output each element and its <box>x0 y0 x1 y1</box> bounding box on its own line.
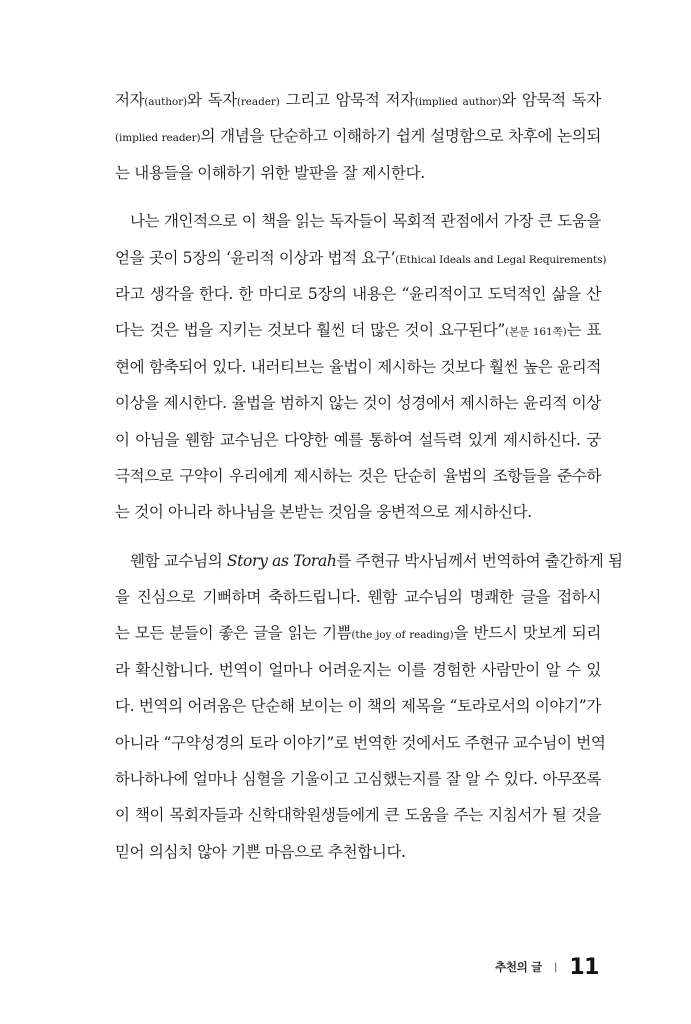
text-run: 와 독자 <box>187 91 237 109</box>
text-line <box>115 422 601 458</box>
text-run: 와 암묵적 독자 <box>501 91 601 109</box>
text-run: 아니라 “구약성경의 토라 이야기”로 번역한 것에서도 주현규 교수님이 번역 <box>115 733 606 752</box>
text-line <box>115 834 601 870</box>
text-run: 다. 번역의 어려움은 단순해 보이는 이 책의 제목을 “토라로서의 이야기”가 <box>115 697 601 716</box>
text-run: 는 것이 아니라 하나님을 본받는 것임을 웅변적으로 제시하신다. <box>115 503 532 522</box>
text-run: 다는 것은 법을 지키는 것보다 훨씬 더 많은 것이 요구된다” <box>115 321 505 340</box>
text-run: 는 내용들을 이해하기 위한 발판을 잘 제시한다. <box>115 163 425 182</box>
text-line <box>115 458 601 494</box>
text-run: 이 책이 목회자들과 신학대학원생들에게 큰 도움을 주는 지침서가 될 것을 <box>115 806 601 825</box>
text-run: 현에 함축되어 있다. 내러티브는 율법이 제시하는 것보다 훨씬 높은 윤리적 <box>115 357 601 376</box>
text-line <box>115 761 601 797</box>
text-run: 믿어 의심치 않아 기쁜 마음으로 추천합니다. <box>115 842 406 861</box>
inline-gloss: (본문 161쪽) <box>504 326 567 339</box>
paragraph-2 <box>115 203 607 531</box>
text-run: 라고 생각을 한다. 한 마디로 5장의 내용은 “윤리적이고 도덕적인 삶을 산 <box>115 284 601 303</box>
inline-gloss: (reader) <box>236 96 280 108</box>
page-footer <box>495 955 599 979</box>
text-run: 그리고 암묵적 저자 <box>279 91 415 109</box>
paragraph-1 <box>115 82 601 191</box>
text-line <box>115 494 601 530</box>
text-line <box>115 652 601 688</box>
text-run: 하나하나에 얼마나 심혈을 기울이고 고심했는지를 잘 알 수 있다. 아무쪼록 <box>115 770 601 789</box>
running-footer-label: 추천의 글 <box>495 960 542 974</box>
inline-gloss: (author) <box>144 96 187 108</box>
text-run: 웬함 교수님의 <box>130 551 227 570</box>
text-run: 저자 <box>115 91 145 109</box>
inline-gloss: (implied reader) <box>115 132 201 145</box>
page-number: 11 <box>569 954 599 980</box>
text-line <box>115 543 623 579</box>
text-line <box>115 82 601 118</box>
text-line <box>115 155 601 191</box>
text-line <box>115 349 601 385</box>
page-body <box>115 82 623 870</box>
book-title: Story as Torah <box>226 551 337 570</box>
inline-gloss: (Ethical Ideals and Legal Requirements) <box>395 253 607 266</box>
text-run: 을 진심으로 기뻐하며 축하드립니다. 웬함 교수님의 명쾌한 글을 접하시 <box>115 588 601 607</box>
text-run: 의 개념을 단순하고 이해하기 쉽게 설명함으로 차후에 논의되 <box>200 127 601 146</box>
paragraph-3 <box>115 543 623 871</box>
text-line <box>115 118 601 154</box>
text-run: 극적으로 구약이 우리에게 제시하는 것은 단순히 율법의 조항들을 준수하 <box>115 466 601 485</box>
text-line <box>115 615 601 651</box>
text-run: 를 주현규 박사님께서 번역하여 출간하게 됨 <box>336 551 623 570</box>
inline-gloss: (the joy of reading) <box>351 629 454 642</box>
inline-gloss: (implied author) <box>414 96 502 108</box>
footer-separator: | <box>554 961 558 973</box>
text-line <box>115 797 601 833</box>
text-line <box>115 240 607 276</box>
text-run: 이상을 제시한다. 율법을 범하지 않는 것이 성경에서 제시하는 윤리적 이상 <box>115 394 601 413</box>
text-line <box>115 579 601 615</box>
text-line <box>115 725 606 761</box>
text-run: 나는 개인적으로 이 책을 읽는 독자들이 목회적 관점에서 가장 큰 도움을 <box>130 212 601 231</box>
text-run: 는 모든 분들이 좋은 글을 읽는 기쁨 <box>115 624 352 643</box>
text-line <box>115 385 601 421</box>
text-run: 얻을 곳이 5장의 ‘윤리적 이상과 법적 요구’ <box>115 248 396 267</box>
text-run: 이 아님을 웬함 교수님은 다양한 예를 통하여 설득력 있게 제시하신다. 궁 <box>115 430 601 449</box>
text-run: 는 표 <box>566 321 601 340</box>
text-line <box>115 688 601 724</box>
text-line <box>115 203 601 239</box>
text-run: 을 반드시 맛보게 되리 <box>453 624 601 643</box>
text-line <box>115 312 601 348</box>
text-run: 라 확신합니다. 번역이 얼마나 어려운지는 이를 경험한 사람만이 알 수 있 <box>115 660 601 679</box>
text-line <box>115 276 601 312</box>
